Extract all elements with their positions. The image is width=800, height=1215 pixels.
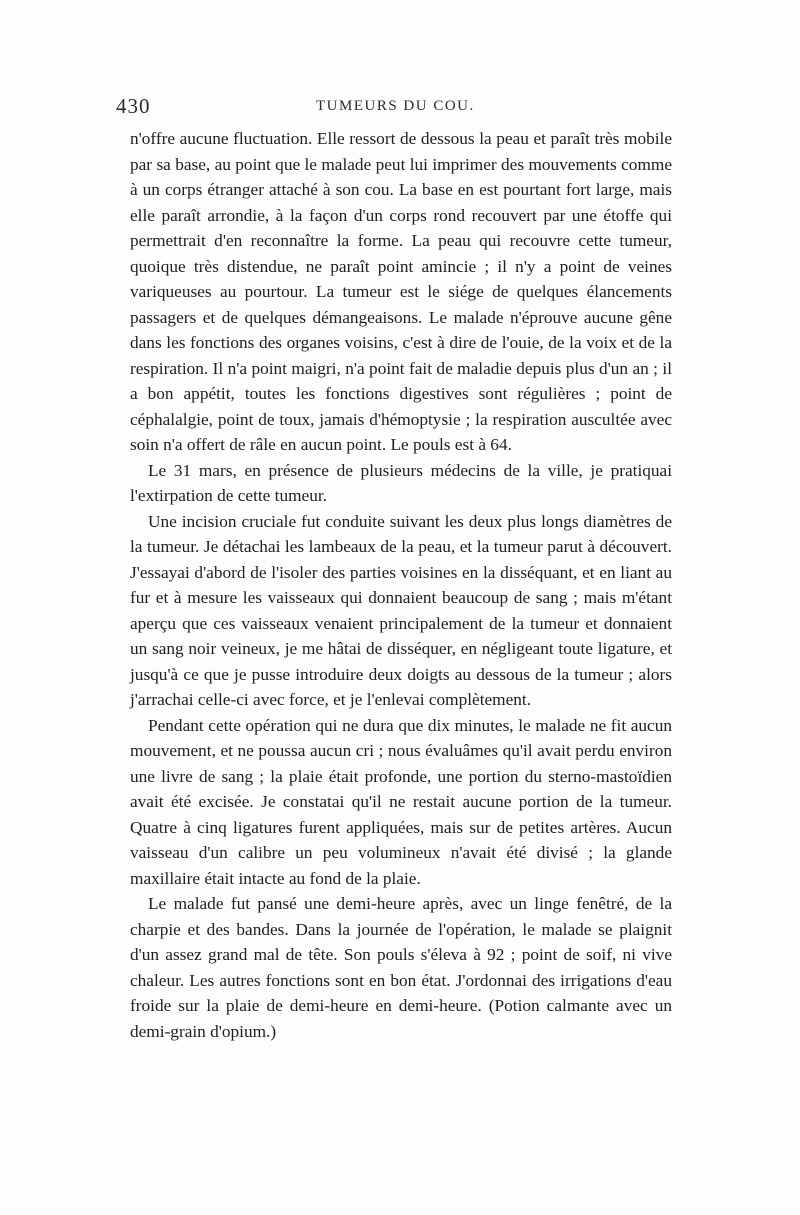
paragraph: Le 31 mars, en présence de plusieurs médecins de la ville, je pratiquai l'extirpation de cette tumeur. (130, 460, 672, 505)
body-text (130, 126, 672, 1044)
paragraph-continued: n'offre aucune fluctuation. Elle ressort de dessous la peau et paraît très mobile par sa base, au point que le malade peut lui imprimer des mouvements comme à un corps étranger attaché à son cou. La base en est pourtant fort large, mais elle paraît arrondie, à la façon d'un corps rond recouvert par une étoffe qui permettrait d'en reconnaître la forme. La peau qui recouvre cette tumeur, quoique très distendue, ne paraît point amincie ; il n'y a point de veines variqueuses au pourtour. La tumeur est le siége de quelques élancements passagers et de quelques démangeaisons. Le malade n'éprouve aucune gêne dans les fonctions des organes voisins, c'est à dire de l'ouie, de la voix et de la respiration. Il n'a point maigri, n'a point fait de maladie depuis plus d'un an ; il a bon appétit, toutes les fonctions digestives sont régulières ; point de céphalalgie, point de toux, jamais d'hémoptysie ; la respiration auscultée avec soin n'a offert de râle en aucun point. Le pouls est à 64. (130, 129, 672, 454)
page-header (110, 94, 670, 120)
page-number: 430 (116, 94, 151, 118)
paragraph: Une incision cruciale fut conduite suivant les deux plus longs diamètres de la tumeur. Je détachai les lambeaux de la peau, et la tumeur parut à découvert. J'essayai d'abord de l'isoler des parties voisines en la disséquant, et en liant au fur et à mesure les vaisseaux qui donnaient beaucoup de sang ; mais m'étant aperçu que ces vaisseaux venaient principalement de la tumeur et donnaient un sang noir veineux, je me hâtai de disséquer, en négligeant toute ligature, et jusqu'à ce que je pusse introduire deux doigts au dessous de la tumeur ; alors j'arrachai celle-ci avec force, et je l'enlevai complètement. (130, 511, 672, 709)
paragraph: Pendant cette opération qui ne dura que dix minutes, le malade ne fit aucun mouvement, et ne poussa aucun cri ; nous évaluâmes qu'il avait perdu environ une livre de sang ; la plaie était profonde, une portion du sterno-mastoïdien avait été excisée. Je constatai qu'il ne restait aucune portion de la tumeur. Quatre à cinq ligatures furent appliquées, mais sur de petites artères. Aucun vaisseau d'un calibre un peu volumineux n'avait été divisé ; la glande maxillaire était intacte au fond de la plaie. (130, 715, 672, 888)
paragraph: Le malade fut pansé une demi-heure après, avec un linge fenêtré, de la charpie et des bandes. Dans la journée de l'opération, le malade se plaignit d'un assez grand mal de tête. Son pouls s'éleva à 92 ; point de soif, ni vive chaleur. Les autres fonctions sont en bon état. J'ordonnai des irrigations d'eau froide sur la plaie de demi-heure en demi-heure. (Potion calmante avec un demi-grain d'opium.) (130, 894, 672, 1041)
running-head: TUMEURS DU COU. (316, 98, 475, 114)
